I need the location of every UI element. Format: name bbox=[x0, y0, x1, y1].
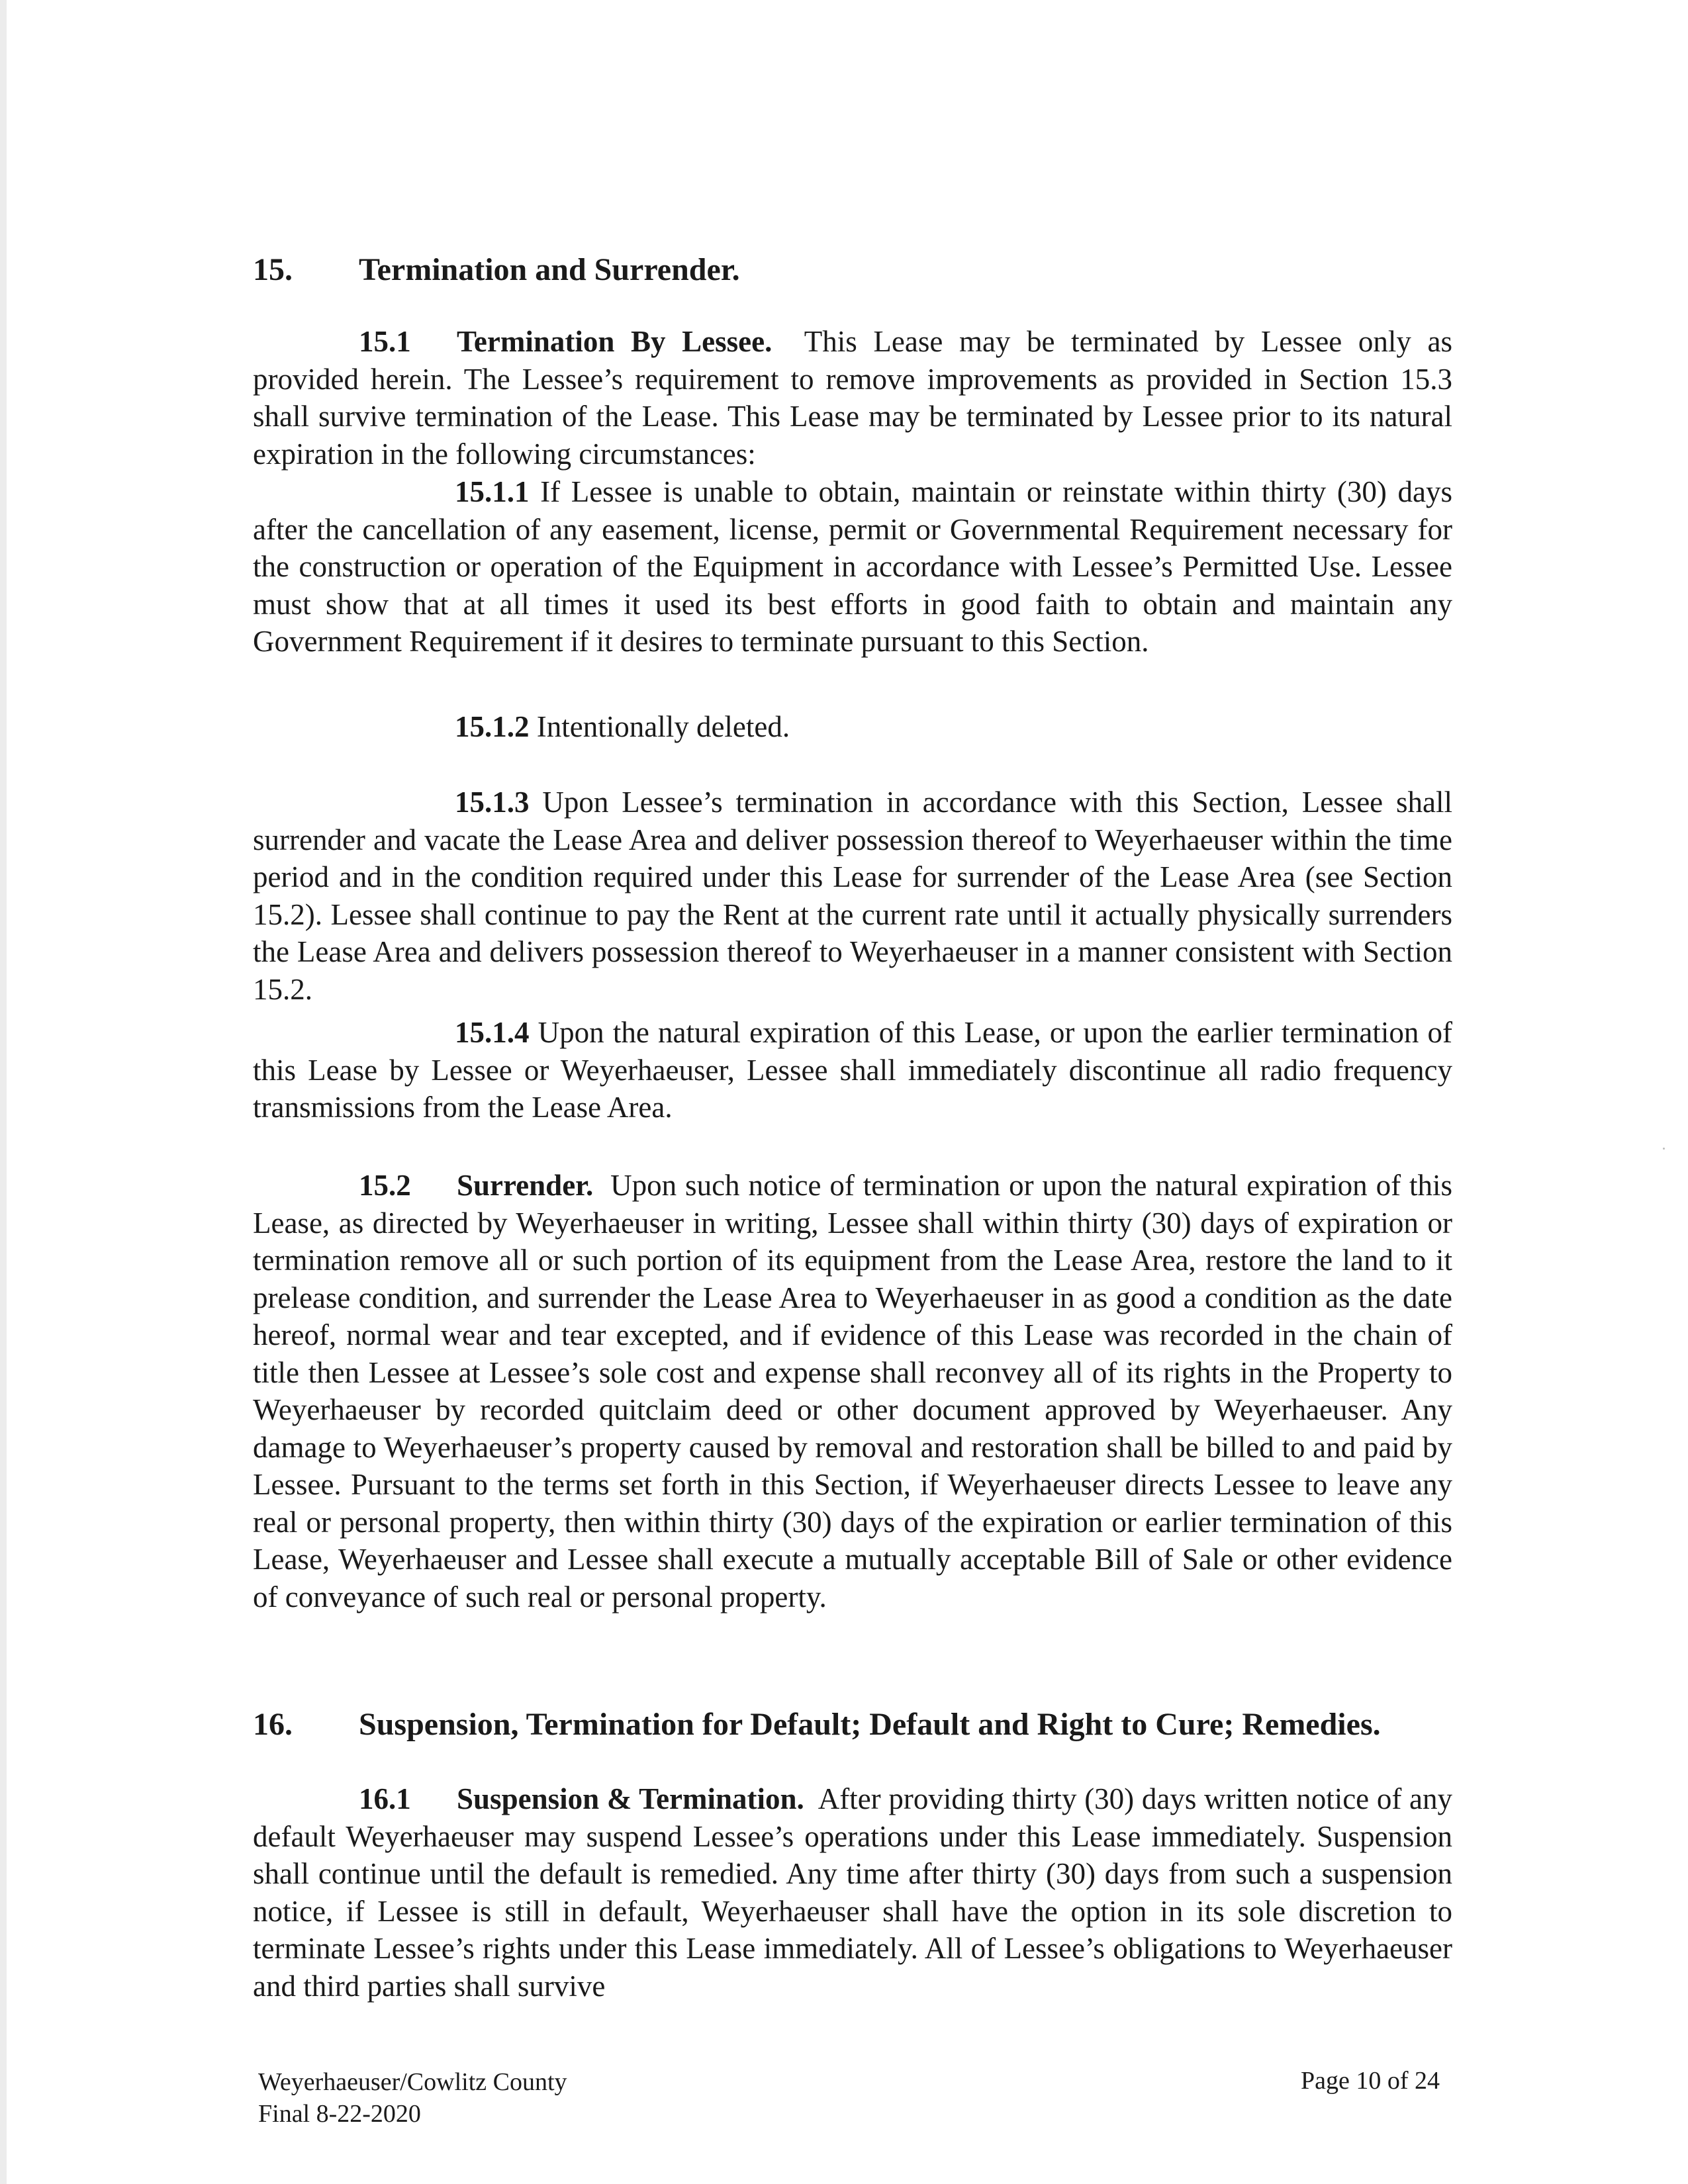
section-15-title: Termination and Surrender. bbox=[359, 252, 740, 287]
scan-speck bbox=[1663, 1148, 1665, 1150]
paragraph-15-2-title: Surrender. bbox=[457, 1169, 594, 1202]
paragraph-16-1-number: 16.1 bbox=[359, 1782, 411, 1815]
paragraph-15-1-3 bbox=[253, 784, 1452, 1008]
paragraph-15-1 bbox=[253, 323, 1452, 473]
paragraph-16-1-text: After providing thirty (30) days written notice of any default Weyerhaeuser may suspend Lessee’s operations under this Lease immediately. Suspension shall continue until the default is remedied. Any time after thirty (30) days from such a suspension notice, if Lessee is still in default, Weyerhaeuser shall have the option in its sole discretion to terminate Lessee’s rights under this Lease immediately. All of Lessee’s obligations to Weyerhaeuser and third parties shall survive bbox=[253, 1782, 1452, 2003]
footer-page-number: Page 10 of 24 bbox=[1301, 2067, 1440, 2095]
paragraph-15-1-1-number: 15.1.1 bbox=[455, 475, 530, 508]
section-16-title: Suspension, Termination for Default; Default and Right to Cure; Remedies. bbox=[359, 1707, 1381, 1742]
paragraph-15-2 bbox=[253, 1167, 1452, 1615]
section-16-heading bbox=[253, 1705, 1458, 1745]
paragraph-15-1-4-number: 15.1.4 bbox=[455, 1016, 530, 1049]
paragraph-15-1-4-text: Upon the natural expiration of this Lease, or upon the earlier termination of this Lease by Lessee or Weyerhaeuser, Lessee shall immediately discontinue all radio frequency transmissions from the Lease Area. bbox=[253, 1016, 1452, 1124]
section-15-heading bbox=[253, 250, 1458, 290]
paragraph-15-1-1 bbox=[253, 473, 1452, 660]
footer-version: Final 8-22-2020 bbox=[258, 2100, 421, 2128]
paragraph-15-1-1-text: If Lessee is unable to obtain, maintain or reinstate within thirty (30) days after the cancellation of any easement, license, permit or Governmental Requirement necessary for the construction or operation of the Equipment in accordance with Lessee’s Permitted Use. Lessee must show that at all times it used its best efforts in good faith to obtain and maintain any Government Requirement if it desires to terminate pursuant to this Section. bbox=[253, 475, 1452, 658]
paragraph-16-1 bbox=[253, 1780, 1452, 2005]
paragraph-15-1-title: Termination By Lessee. bbox=[457, 325, 773, 358]
section-16-number: 16. bbox=[253, 1707, 293, 1742]
paragraph-15-1-2-number: 15.1.2 bbox=[455, 710, 530, 743]
paragraph-15-1-text: This Lease may be terminated by Lessee only as provided herein. The Lessee’s requirement to remove improvements as provided in Section 15.3 shall survive termination of the Lease. This Lease may be terminated by Lessee prior to its natural expiration in the following circumstances: bbox=[253, 325, 1452, 471]
scan-edge bbox=[0, 0, 7, 2184]
paragraph-15-1-2-text: Intentionally deleted. bbox=[536, 710, 790, 743]
paragraph-15-1-2 bbox=[253, 708, 1452, 746]
paragraph-15-2-number: 15.2 bbox=[359, 1169, 411, 1202]
paragraph-15-1-3-number: 15.1.3 bbox=[455, 786, 530, 819]
paragraph-15-2-text: Upon such notice of termination or upon the natural expiration of this Lease, as directed by Weyerhaeuser in writing, Lessee shall within thirty (30) days of expiration or termination remove all or such portion of its equipment from the Lease Area, restore the land to it prelease condition, and surrender the Lease Area to Weyerhaeuser in as good a condition as the date hereof, normal wear and tear excepted, and if evidence of this Lease was recorded in the chain of title then Lessee at Lessee’s sole cost and expense shall reconvey all of its rights in the Property to Weyerhaeuser by recorded quitclaim deed or other document approved by Weyerhaeuser. Any damage to Weyerhaeuser’s property caused by removal and restoration shall be billed to and paid by Lessee. Pursuant to the terms set forth in this Section, if Weyerhaeuser directs Lessee to leave any real or personal property, then within thirty (30) days of the expiration or earlier termination of this Lease, Weyerhaeuser and Lessee shall execute a mutually acceptable Bill of Sale or other evidence of conveyance of such real or personal property. bbox=[253, 1169, 1453, 1614]
section-15-number: 15. bbox=[253, 252, 293, 287]
paragraph-15-1-number: 15.1 bbox=[359, 325, 411, 358]
paragraph-15-1-4 bbox=[253, 1014, 1452, 1126]
paragraph-15-1-3-text: Upon Lessee’s termination in accordance with this Section, Lessee shall surrender and vacate the Lease Area and deliver possession thereof to Weyerhaeuser within the time period and in the condition required under this Lease for surrender of the Lease Area (see Section 15.2). Lessee shall continue to pay the Rent at the current rate until it actually physically surrenders the Lease Area and delivers possession thereof to Weyerhaeuser in a manner consistent with Section 15.2. bbox=[253, 786, 1453, 1006]
footer-document-name: Weyerhaeuser/Cowlitz County bbox=[258, 2068, 567, 2096]
paragraph-16-1-title: Suspension & Termination. bbox=[457, 1782, 804, 1815]
